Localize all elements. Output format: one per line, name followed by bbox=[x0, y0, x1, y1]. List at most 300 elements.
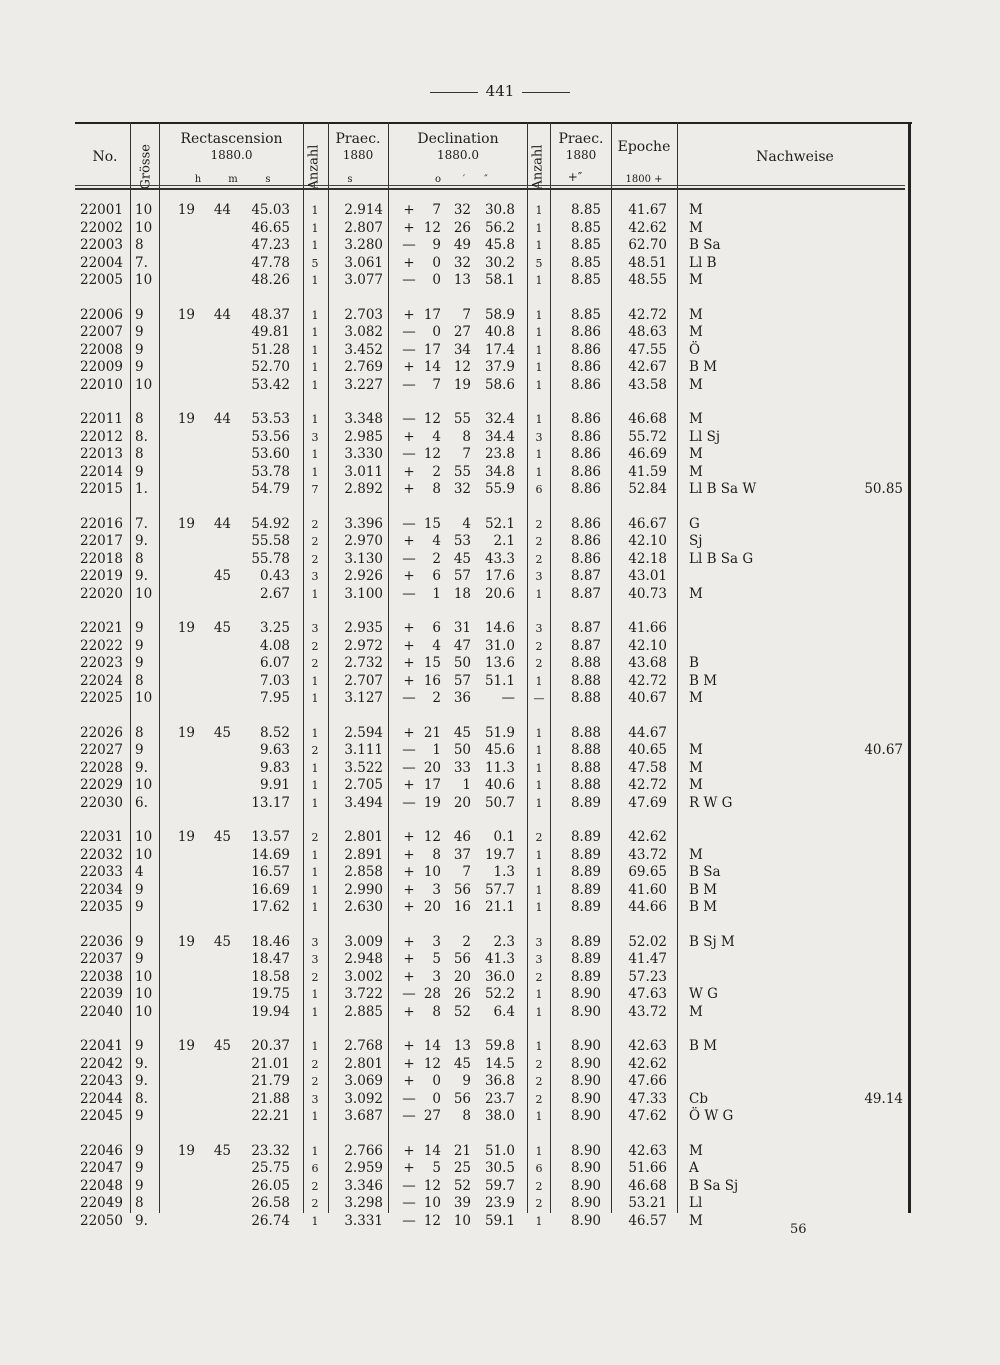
cell-anz2: 1 bbox=[535, 413, 543, 426]
cell-anz: 1 bbox=[311, 326, 319, 339]
cell-sign: + bbox=[403, 933, 415, 950]
cell-pra: 3.722 bbox=[344, 986, 383, 1002]
cell-pra: 2.990 bbox=[344, 881, 383, 898]
col-divider-5 bbox=[388, 122, 389, 1213]
cell-anz: 7 bbox=[311, 483, 319, 496]
cell-anz: 2 bbox=[311, 1197, 319, 1210]
cell-dm: 56 bbox=[453, 881, 471, 898]
cell-s: 54.79 bbox=[251, 481, 290, 497]
cell-pra2: 8.89 bbox=[570, 864, 601, 880]
cell-gr: 9. bbox=[135, 533, 148, 549]
cell-pra2: 8.89 bbox=[570, 968, 601, 985]
cell-pra: 2.768 bbox=[344, 1038, 383, 1054]
cell-anz: 1 bbox=[311, 761, 319, 775]
cell-anz2: 1 bbox=[535, 1005, 543, 1019]
cell-s: 19.94 bbox=[251, 1003, 290, 1020]
cell-sign: — bbox=[402, 324, 416, 340]
cell-gr: 9 bbox=[135, 1142, 144, 1159]
cell-dm: 10 bbox=[453, 1212, 471, 1229]
cell-s: 48.26 bbox=[251, 272, 290, 288]
cell-no: 22037 bbox=[80, 951, 123, 967]
cell-nw: M bbox=[689, 306, 703, 323]
cell-h: 19 bbox=[177, 306, 195, 323]
cell-ds: 51.0 bbox=[484, 1142, 515, 1159]
cell-gr: 9 bbox=[135, 463, 144, 480]
cell-nw: M bbox=[689, 463, 703, 480]
cell-ep: 47.69 bbox=[628, 794, 667, 811]
cell-dm: 52 bbox=[453, 1003, 471, 1020]
cell-anz2: 6 bbox=[535, 483, 543, 496]
cell-s: 26.05 bbox=[251, 1177, 290, 1194]
cell-dm: 9 bbox=[462, 1073, 471, 1089]
col-divider-8 bbox=[611, 122, 612, 1213]
cell-ds: 23.7 bbox=[484, 1090, 515, 1107]
cell-dm: 45 bbox=[453, 550, 471, 567]
cell-pra: 2.801 bbox=[344, 1055, 383, 1072]
cell-dm: 32 bbox=[453, 481, 471, 497]
cell-gr: 9 bbox=[135, 637, 144, 654]
cell-anz2: 1 bbox=[535, 204, 543, 217]
cell-nw: Ll B Sa G bbox=[689, 550, 754, 567]
header-anzahl2: Anzahl bbox=[530, 144, 546, 190]
cell-nw: M bbox=[689, 846, 703, 863]
cell-sign: — bbox=[402, 411, 416, 427]
cell-dd: 12 bbox=[423, 1055, 441, 1072]
cell-ep: 41.47 bbox=[628, 951, 667, 967]
cell-dm: 8 bbox=[462, 428, 471, 445]
cell-pra2: 8.85 bbox=[570, 237, 601, 253]
cell-dm: 16 bbox=[453, 899, 471, 915]
header-epoche: Epoche bbox=[617, 139, 671, 155]
cell-pra: 3.002 bbox=[344, 968, 383, 985]
cell-ep: 41.59 bbox=[628, 463, 667, 480]
cell-anz2: 1 bbox=[535, 343, 543, 357]
cell-gr: 6. bbox=[135, 794, 148, 811]
cell-dm: 52 bbox=[453, 1177, 471, 1194]
cell-h: 19 bbox=[177, 1038, 195, 1054]
cell-ep: 47.33 bbox=[628, 1090, 667, 1107]
cell-no: 22020 bbox=[80, 585, 123, 602]
cell-ds: 19.7 bbox=[484, 846, 515, 863]
cell-dd: 15 bbox=[423, 515, 441, 532]
cell-sign: — bbox=[402, 986, 416, 1002]
cell-s: 9.63 bbox=[259, 742, 290, 758]
cell-anz2: 2 bbox=[535, 1092, 543, 1106]
cell-no: 22008 bbox=[80, 341, 123, 358]
table-top-rule bbox=[75, 122, 912, 124]
cell-pra: 2.970 bbox=[344, 533, 383, 549]
cell-anz: 2 bbox=[311, 744, 319, 757]
cell-pra2: 8.88 bbox=[570, 759, 601, 776]
cell-s: 9.91 bbox=[259, 777, 290, 793]
cell-pra: 3.077 bbox=[344, 272, 383, 288]
cell-nw: Ö bbox=[689, 341, 701, 358]
cell-anz2: 2 bbox=[535, 1057, 543, 1071]
cell-dd: 4 bbox=[432, 637, 441, 654]
cell-ep: 41.67 bbox=[628, 202, 667, 218]
cell-s: 16.57 bbox=[251, 864, 290, 880]
cell-h: 19 bbox=[177, 933, 195, 950]
cell-pra: 3.100 bbox=[344, 585, 383, 602]
cell-m: 45 bbox=[213, 933, 231, 950]
cell-anz: 1 bbox=[311, 692, 319, 705]
cell-ds: 23.8 bbox=[484, 446, 515, 462]
cell-anz2: 2 bbox=[535, 1179, 543, 1193]
cell-anz: 1 bbox=[311, 361, 319, 374]
cell-no: 22014 bbox=[80, 463, 123, 480]
cell-anz: 1 bbox=[311, 901, 319, 914]
cell-gr: 9 bbox=[135, 324, 144, 340]
cell-no: 22003 bbox=[80, 237, 123, 253]
header-praec2-unit: +″ bbox=[567, 170, 583, 184]
cell-dm: 19 bbox=[453, 376, 471, 393]
cell-dd: 28 bbox=[423, 986, 441, 1002]
cell-ds: 13.6 bbox=[484, 655, 515, 671]
header-no: No. bbox=[92, 149, 118, 165]
cell-ep: 42.10 bbox=[628, 533, 667, 549]
cell-no: 22043 bbox=[80, 1073, 123, 1089]
cell-pra2: 8.88 bbox=[570, 672, 601, 689]
cell-gr: 10 bbox=[135, 585, 153, 602]
cell-dd: 1 bbox=[432, 585, 441, 602]
cell-anz: 1 bbox=[311, 674, 319, 688]
cell-gr: 10 bbox=[135, 376, 153, 393]
cell-dd: 21 bbox=[423, 724, 441, 741]
cell-dd: 17 bbox=[423, 306, 441, 323]
cell-anz2: 1 bbox=[535, 988, 543, 1001]
cell-ep: 40.67 bbox=[628, 690, 667, 706]
cell-s: 13.57 bbox=[251, 829, 290, 845]
cell-gr: 10 bbox=[135, 202, 153, 218]
cell-ep: 46.68 bbox=[628, 411, 667, 427]
cell-gr: 9 bbox=[135, 306, 144, 323]
cell-no: 22001 bbox=[80, 202, 123, 218]
cell-no: 22018 bbox=[80, 550, 123, 567]
cell-sign: — bbox=[402, 446, 416, 462]
cell-anz: 1 bbox=[311, 378, 319, 392]
cell-anz2: 2 bbox=[535, 1075, 543, 1088]
cell-anz: 1 bbox=[311, 1005, 319, 1019]
cell-dd: 15 bbox=[423, 655, 441, 671]
cell-anz: 2 bbox=[311, 970, 319, 984]
header-praec2: Praec. bbox=[558, 131, 604, 147]
cell-gr: 9 bbox=[135, 359, 144, 375]
cell-pra2: 8.90 bbox=[570, 1090, 601, 1107]
cell-pra2: 8.89 bbox=[570, 829, 601, 845]
cell-anz: 1 bbox=[311, 848, 319, 862]
cell-dd: 16 bbox=[423, 672, 441, 689]
cell-no: 22006 bbox=[80, 306, 123, 323]
cell-no: 22011 bbox=[80, 411, 123, 427]
cell-ep: 43.68 bbox=[628, 655, 667, 671]
cell-no: 22031 bbox=[80, 829, 123, 845]
cell-dd: 8 bbox=[432, 846, 441, 863]
cell-ep: 52.84 bbox=[628, 481, 667, 497]
cell-gr: 8 bbox=[135, 411, 144, 427]
cell-gr: 1. bbox=[135, 481, 148, 497]
cell-gr: 9. bbox=[135, 759, 148, 776]
cell-ds: 14.5 bbox=[484, 1055, 515, 1072]
header-dec-epoch: 1880.0 bbox=[437, 148, 479, 162]
cell-pra: 3.011 bbox=[344, 463, 383, 480]
cell-gr: 9 bbox=[135, 951, 144, 967]
cell-ep: 52.02 bbox=[628, 933, 667, 950]
cell-gr: 10 bbox=[135, 968, 153, 985]
cell-sign: — bbox=[402, 272, 416, 288]
cell-s: 26.58 bbox=[251, 1195, 290, 1211]
cell-anz: 1 bbox=[311, 204, 319, 217]
cell-gr: 10 bbox=[135, 829, 153, 845]
cell-nw: M bbox=[689, 1142, 703, 1159]
cell-dm: 32 bbox=[453, 202, 471, 218]
cell-sign: — bbox=[402, 237, 416, 253]
cell-pra2: 8.90 bbox=[570, 1038, 601, 1054]
cell-pra2: 8.88 bbox=[570, 655, 601, 671]
cell-no: 22009 bbox=[80, 359, 123, 375]
cell-ds: 11.3 bbox=[484, 759, 515, 776]
cell-ds: 57.7 bbox=[484, 881, 515, 898]
cell-m: 44 bbox=[213, 202, 231, 218]
cell-sign: + bbox=[403, 306, 415, 323]
cell-dm: 45 bbox=[453, 724, 471, 741]
col-divider-4 bbox=[328, 122, 329, 1213]
cell-pra: 3.082 bbox=[344, 324, 383, 340]
cell-anz: 2 bbox=[311, 535, 319, 548]
cell-m: 45 bbox=[213, 620, 231, 636]
cell-ds: 2.1 bbox=[493, 533, 515, 549]
cell-no: 22046 bbox=[80, 1142, 123, 1159]
footer-number: 56 bbox=[790, 1222, 807, 1237]
cell-sign: + bbox=[403, 846, 415, 863]
cell-m: 45 bbox=[213, 724, 231, 741]
cell-anz: 2 bbox=[311, 1057, 319, 1071]
cell-pra: 2.705 bbox=[344, 777, 383, 793]
cell-anz2: 1 bbox=[535, 1110, 543, 1123]
cell-gr: 8 bbox=[135, 672, 144, 689]
cell-anz2: — bbox=[533, 692, 545, 705]
cell-dd: 14 bbox=[423, 359, 441, 375]
cell-sign: — bbox=[402, 742, 416, 758]
cell-sign: + bbox=[403, 219, 415, 236]
cell-pra: 3.061 bbox=[344, 254, 383, 271]
cell-dm: 7 bbox=[462, 306, 471, 323]
cell-gr: 8 bbox=[135, 724, 144, 741]
cell-sign: — bbox=[402, 794, 416, 811]
cell-dm: 27 bbox=[453, 324, 471, 340]
cell-pra2: 8.87 bbox=[570, 568, 601, 584]
cell-m: 45 bbox=[213, 1142, 231, 1159]
cell-pra: 2.926 bbox=[344, 568, 383, 584]
cell-dm: 56 bbox=[453, 1090, 471, 1107]
cell-pra2: 8.86 bbox=[570, 446, 601, 462]
cell-dd: 12 bbox=[423, 1177, 441, 1194]
cell-pra2: 8.87 bbox=[570, 620, 601, 636]
cell-anz: 1 bbox=[311, 883, 319, 897]
cell-s: 17.62 bbox=[251, 899, 290, 915]
cell-nw: M bbox=[689, 272, 703, 288]
cell-no: 22033 bbox=[80, 864, 123, 880]
cell-pra2: 8.85 bbox=[570, 202, 601, 218]
cell-pra2: 8.90 bbox=[570, 1108, 601, 1124]
cell-pra2: 8.89 bbox=[570, 794, 601, 811]
cell-no: 22022 bbox=[80, 637, 123, 654]
cell-dm: 21 bbox=[453, 1142, 471, 1159]
cell-gr: 8. bbox=[135, 428, 148, 445]
cell-h: 19 bbox=[177, 620, 195, 636]
cell-dm: 7 bbox=[462, 446, 471, 462]
cell-dd: 17 bbox=[423, 341, 441, 358]
cell-nw: B M bbox=[689, 899, 718, 915]
cell-ep: 42.62 bbox=[628, 829, 667, 845]
cell-sign: + bbox=[403, 1073, 415, 1089]
cell-nw: M bbox=[689, 742, 703, 758]
cell-pra: 3.331 bbox=[344, 1212, 383, 1229]
cell-anz2: 1 bbox=[535, 726, 543, 740]
cell-ds: 30.8 bbox=[484, 202, 515, 218]
cell-nw: Ll bbox=[689, 1195, 703, 1211]
cell-no: 22028 bbox=[80, 759, 123, 776]
cell-dd: 20 bbox=[423, 899, 441, 915]
cell-anz: 2 bbox=[311, 639, 319, 653]
cell-dd: 17 bbox=[423, 777, 441, 793]
cell-s: 16.69 bbox=[251, 881, 290, 898]
cell-s: 18.47 bbox=[251, 951, 290, 967]
cell-ds: 21.1 bbox=[484, 899, 515, 915]
cell-sign: + bbox=[403, 568, 415, 584]
cell-nw: Ll B bbox=[689, 254, 717, 271]
cell-ds: — bbox=[501, 690, 515, 706]
cell-ds: 59.8 bbox=[484, 1038, 515, 1054]
cell-ds: 52.2 bbox=[484, 986, 515, 1002]
cell-pra: 2.801 bbox=[344, 829, 383, 845]
cell-anz: 3 bbox=[311, 935, 319, 949]
cell-ep: 47.66 bbox=[628, 1073, 667, 1089]
cell-ds: 51.9 bbox=[484, 724, 515, 741]
cell-anz: 1 bbox=[311, 866, 319, 879]
cell-sign: — bbox=[402, 759, 416, 776]
cell-pra2: 8.86 bbox=[570, 463, 601, 480]
cell-sign: + bbox=[403, 463, 415, 480]
cell-anz: 3 bbox=[311, 430, 319, 444]
cell-pra2: 8.86 bbox=[570, 428, 601, 445]
cell-gr: 10 bbox=[135, 690, 153, 706]
cell-anz2: 1 bbox=[535, 796, 543, 810]
cell-sign: + bbox=[403, 655, 415, 671]
cell-sign: + bbox=[403, 428, 415, 445]
cell-s: 3.25 bbox=[259, 620, 290, 636]
cell-anz2: 3 bbox=[535, 430, 543, 444]
cell-ds: 50.7 bbox=[484, 794, 515, 811]
cell-ep: 42.72 bbox=[628, 306, 667, 323]
cell-anz2: 1 bbox=[535, 308, 543, 322]
cell-anz: 1 bbox=[311, 1214, 319, 1228]
cell-no: 22004 bbox=[80, 254, 123, 271]
cell-h: 19 bbox=[177, 724, 195, 741]
cell-no: 22027 bbox=[80, 742, 123, 758]
cell-ep: 41.66 bbox=[628, 620, 667, 636]
cell-no: 22041 bbox=[80, 1038, 123, 1054]
cell-nw: M bbox=[689, 759, 703, 776]
header-anzahl: Anzahl bbox=[306, 144, 322, 190]
cell-pra: 2.594 bbox=[344, 724, 383, 741]
cell-sign: + bbox=[403, 829, 415, 845]
header-dec-sec: ″ bbox=[484, 174, 488, 185]
cell-anz: 1 bbox=[311, 779, 319, 792]
cell-dm: 50 bbox=[453, 742, 471, 758]
cell-gr: 9 bbox=[135, 1108, 144, 1124]
cell-m: 44 bbox=[213, 411, 231, 427]
cell-extra: 50.85 bbox=[864, 481, 903, 497]
cell-s: 53.42 bbox=[251, 376, 290, 393]
cell-nw: B Sj M bbox=[689, 933, 735, 950]
cell-pra: 3.092 bbox=[344, 1090, 383, 1107]
cell-sign: + bbox=[403, 359, 415, 375]
cell-no: 22032 bbox=[80, 846, 123, 863]
cell-dm: 25 bbox=[453, 1160, 471, 1176]
cell-ds: 40.6 bbox=[484, 777, 515, 793]
cell-dm: 56 bbox=[453, 951, 471, 967]
cell-ds: 30.2 bbox=[484, 254, 515, 271]
cell-s: 21.88 bbox=[251, 1090, 290, 1107]
cell-ep: 47.58 bbox=[628, 759, 667, 776]
cell-pra: 2.703 bbox=[344, 306, 383, 323]
cell-dd: 14 bbox=[423, 1142, 441, 1159]
cell-s: 53.56 bbox=[251, 428, 290, 445]
cell-sign: — bbox=[402, 550, 416, 567]
cell-s: 52.70 bbox=[251, 359, 290, 375]
cell-ds: 0.1 bbox=[493, 829, 515, 845]
cell-dd: 2 bbox=[432, 463, 441, 480]
cell-m: 45 bbox=[213, 829, 231, 845]
cell-ep: 47.62 bbox=[628, 1108, 667, 1124]
cell-nw: Sj bbox=[689, 533, 703, 549]
cell-s: 22.21 bbox=[251, 1108, 290, 1124]
header-rectascension: Rectascension bbox=[180, 131, 283, 147]
cell-nw: M bbox=[689, 202, 703, 218]
cell-s: 45.03 bbox=[251, 202, 290, 218]
cell-pra: 2.985 bbox=[344, 428, 383, 445]
cell-gr: 9. bbox=[135, 1055, 148, 1072]
cell-nw: B Sa Sj bbox=[689, 1177, 739, 1194]
cell-anz: 1 bbox=[311, 796, 319, 810]
cell-pra2: 8.86 bbox=[570, 515, 601, 532]
cell-s: 21.79 bbox=[251, 1073, 290, 1089]
cell-anz: 1 bbox=[311, 587, 319, 601]
cell-anz2: 1 bbox=[535, 274, 543, 287]
cell-dm: 13 bbox=[453, 272, 471, 288]
cell-gr: 9 bbox=[135, 341, 144, 358]
cell-anz2: 2 bbox=[535, 831, 543, 844]
cell-ds: 45.6 bbox=[484, 742, 515, 758]
cell-ds: 2.3 bbox=[493, 933, 515, 950]
cell-sign: + bbox=[403, 1142, 415, 1159]
cell-anz: 3 bbox=[311, 953, 319, 966]
cell-anz2: 1 bbox=[535, 883, 543, 897]
cell-pra2: 8.90 bbox=[570, 1160, 601, 1176]
cell-s: 0.43 bbox=[259, 568, 290, 584]
cell-ds: 23.9 bbox=[484, 1195, 515, 1211]
cell-sign: + bbox=[403, 672, 415, 689]
cell-s: 7.03 bbox=[259, 672, 290, 689]
table-right-rule bbox=[908, 122, 911, 1213]
cell-dd: 4 bbox=[432, 533, 441, 549]
cell-nw: M bbox=[689, 376, 703, 393]
cell-sign: + bbox=[403, 777, 415, 793]
cell-anz: 6 bbox=[311, 1162, 319, 1175]
cell-anz2: 2 bbox=[535, 970, 543, 984]
cell-pra: 3.330 bbox=[344, 446, 383, 462]
cell-pra2: 8.85 bbox=[570, 272, 601, 288]
